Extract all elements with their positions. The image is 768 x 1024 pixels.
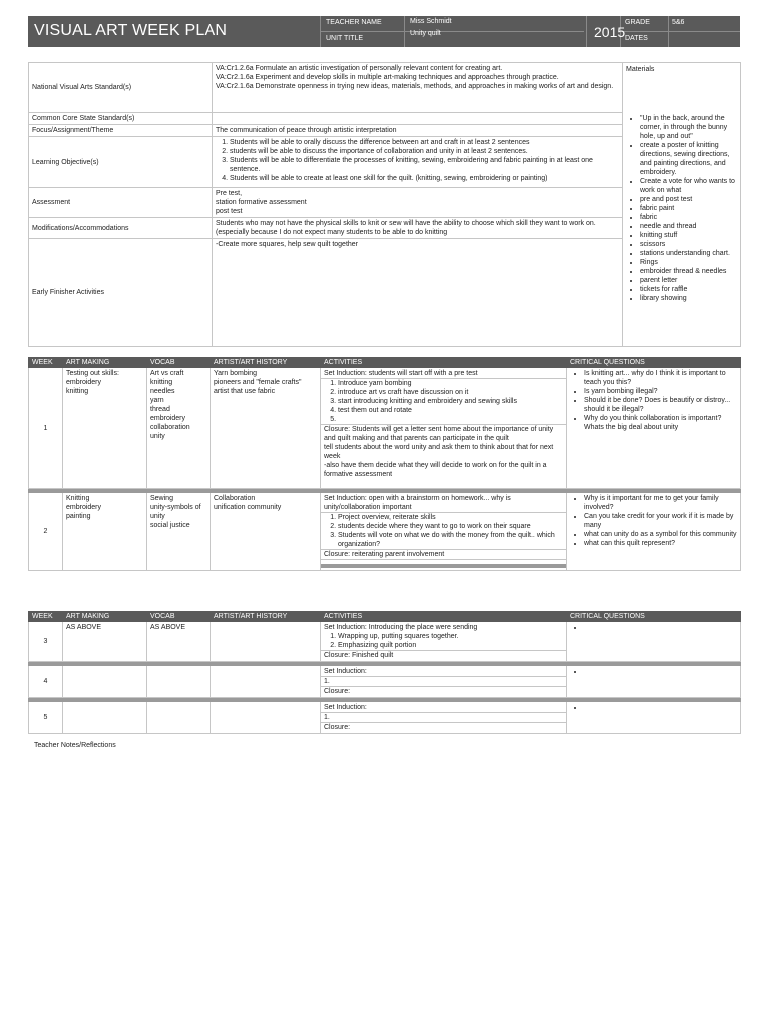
page-title: VISUAL ART WEEK PLAN	[34, 22, 228, 39]
material-item: • needle and thread	[640, 222, 737, 231]
assessment-label: Assessment	[29, 188, 213, 218]
art-making-line: embroidery	[66, 379, 102, 386]
early-finisher-value[interactable]: -Create more squares, help sew quilt together	[213, 239, 623, 347]
art-making-line: knitting	[66, 388, 89, 395]
teacher-name-label: TEACHER NAME	[326, 19, 382, 26]
vocab-cell[interactable]: AS ABOVE	[147, 622, 211, 662]
grade-value[interactable]: 5&6	[672, 19, 685, 26]
assessment-line: station formative assessment	[216, 199, 307, 206]
vocab-line: unity-symbols of unity	[150, 504, 201, 520]
assessment-line: Pre test,	[216, 190, 243, 197]
modifications-label: Modifications/Accommodations	[29, 218, 213, 239]
material-item: • stations understanding chart.	[640, 249, 737, 258]
set-induction: Set Induction: Introducing the place were sending	[324, 624, 478, 631]
grade-label: GRADE	[625, 19, 650, 26]
closure: Closure:	[321, 722, 566, 732]
week-number: 2	[29, 493, 63, 571]
week-row-5	[29, 702, 741, 734]
material-item: • pre and post test	[640, 195, 737, 204]
art-making-line: embroidery	[66, 504, 102, 511]
activities-cell[interactable]	[321, 702, 567, 734]
activity-step: 3. Students will vote on what we do with the money from the quilt.. which organization?	[338, 531, 563, 549]
standards-table	[28, 62, 741, 347]
question-item	[584, 703, 737, 712]
closure: Closure: Finished quilt	[324, 652, 394, 659]
questions-cell[interactable]	[567, 702, 741, 734]
activities-cell[interactable]	[321, 622, 567, 662]
objective-item: 1. Students will be able to orally discuss the difference between art and craft in at least 2 sentences	[230, 138, 619, 147]
col-vocab: VOCAB	[147, 612, 211, 622]
vocab-cell[interactable]	[147, 702, 211, 734]
col-art-making: ART MAKING	[63, 358, 147, 368]
nvas-line: VA:Cr2.1.6a Demonstrate openness in trying new ideas, materials, methods, and approaches in making works of art and design.	[216, 83, 614, 90]
activity-step: 1. Wrapping up, putting squares together.	[338, 632, 563, 641]
col-art-making: ART MAKING	[63, 612, 147, 622]
art-making-line: Testing out skills:	[66, 370, 119, 377]
activity-step: 1.	[321, 712, 566, 722]
vocab-line: needles	[150, 388, 175, 395]
questions-cell[interactable]	[567, 622, 741, 662]
nvas-line: VA:Cr2.1.6a Experiment and develop skills in multiple art-making techniques and approaches through practice.	[216, 74, 559, 81]
art-making-cell[interactable]	[63, 666, 147, 698]
art-making-cell[interactable]	[63, 702, 147, 734]
closure: Closure: Students will get a letter sent home about the importance of unity and quilt making and that parents can participate in the quilt	[324, 426, 554, 442]
art-making-cell[interactable]: AS ABOVE	[63, 622, 147, 662]
material-item: • create a poster of knitting directions, sewing directions, and painting directions, and embroidery.	[640, 141, 737, 177]
col-questions: CRITICAL QUESTIONS	[567, 358, 741, 368]
activity-step: 2. introduce art vs craft have discussion on it	[338, 388, 563, 397]
objective-label: Learning Objective(s)	[29, 137, 213, 188]
activity-step: 1. Introduce yarn bombing	[338, 379, 563, 388]
art-making-cell[interactable]	[63, 493, 147, 571]
material-item: • Create a vote for who wants to work on what	[640, 177, 737, 195]
weeks-table-2	[28, 611, 741, 734]
vocab-cell[interactable]	[147, 368, 211, 489]
art-making-cell[interactable]	[63, 368, 147, 489]
art-making-line: Knitting	[66, 495, 90, 502]
objective-item: 4. Students will be able to create at least one skill for the quilt. (knitting, sewing, embroidering or painting)	[230, 174, 619, 183]
history-line: Collaboration	[214, 495, 256, 502]
question-item: • Why do you think collaboration is important? Whats the big deal about unity	[584, 414, 737, 432]
activities-cell[interactable]	[321, 666, 567, 698]
vocab-line: unity	[150, 433, 165, 440]
ccss-value[interactable]	[213, 113, 623, 125]
materials-list[interactable]	[623, 113, 741, 347]
vocab-line: Art vs craft	[150, 370, 184, 377]
vocab-line: social justice	[150, 522, 190, 529]
closure-line: tell students about the word unity and ask them to think about that for next week	[324, 444, 554, 460]
history-line: unification community	[214, 504, 282, 511]
dates-label: DATES	[625, 35, 648, 42]
vocab-line: collaboration	[150, 424, 190, 431]
focus-label: Focus/Assignment/Theme	[29, 125, 213, 137]
material-item: • fabric paint	[640, 204, 737, 213]
history-line: pioneers and "female crafts"	[214, 379, 302, 386]
objective-item: 3. Students will be able to differentiate the processes of knitting, sewing, embroidering and fabric painting in at least one sentence.	[230, 156, 619, 174]
history-cell[interactable]	[211, 368, 321, 489]
material-item: • scissors	[640, 240, 737, 249]
vocab-line: knitting	[150, 379, 173, 386]
set-induction: Set Induction:	[324, 704, 367, 711]
modifications-value[interactable]: Students who may not have the physical skills to knit or sew will have the ability to choose which skill they want to work on. (especially because I do not expect many students to be able to do knitting	[213, 218, 623, 239]
objective-value[interactable]	[213, 137, 623, 188]
questions-cell[interactable]	[567, 493, 741, 571]
set-induction: Set Induction: students will start off with a pre test	[324, 370, 478, 377]
question-item: • Should it be done? Does is beautify or distroy... should it be illegal?	[584, 396, 737, 414]
week-row-1	[29, 368, 741, 489]
activity-step: 4. test them out and rotate	[338, 406, 563, 415]
question-item: • what can this quilt represent?	[584, 539, 737, 548]
material-item: • library showing	[640, 294, 737, 303]
questions-cell[interactable]	[567, 368, 741, 489]
art-making-line: painting	[66, 513, 91, 520]
week-number: 1	[29, 368, 63, 489]
plan-header	[28, 16, 740, 47]
ccss-label: Common Core State Standard(s)	[29, 113, 213, 125]
set-induction: Set Induction:	[324, 668, 367, 675]
material-item: • fabric	[640, 213, 737, 222]
question-item: • what can unity do as a symbol for this community	[584, 530, 737, 539]
activity-step: 1.	[321, 676, 566, 686]
col-week: WEEK	[29, 358, 63, 368]
objective-item: 2. students will be able to discuss the importance of collaboration and unity in at least 2 sentences.	[230, 147, 619, 156]
activity-step: 2. students decide where they want to go to work on their square	[338, 522, 563, 531]
history-cell[interactable]	[211, 493, 321, 571]
material-item: • Rings	[640, 258, 737, 267]
vocab-line: yarn	[150, 397, 164, 404]
week-number: 3	[29, 622, 63, 662]
col-activities: ACTIVITIES	[321, 358, 567, 368]
materials-label: Materials	[623, 63, 741, 113]
col-activities: ACTIVITIES	[321, 612, 567, 622]
history-line: Yarn bombing	[214, 370, 258, 377]
material-item: • tickets for raffle	[640, 285, 737, 294]
material-item: • "Up in the back, around the corner, in through the bunny hole, up and out"	[640, 114, 737, 141]
question-item: • Is knitting art... why do I think it is important to teach you this?	[584, 369, 737, 387]
history-cell[interactable]	[211, 622, 321, 662]
col-week: WEEK	[29, 612, 63, 622]
assessment-line: post test	[216, 208, 243, 215]
activities-cell[interactable]	[321, 493, 567, 571]
col-vocab: VOCAB	[147, 358, 211, 368]
focus-value[interactable]: The communication of peace through artistic interpretation	[213, 125, 623, 137]
nvas-value[interactable]	[213, 63, 623, 113]
vocab-cell[interactable]	[147, 493, 211, 571]
activity-step: 2. Emphasizing quilt portion	[338, 641, 563, 650]
material-item: • parent letter	[640, 276, 737, 285]
week-row-2	[29, 493, 741, 571]
teacher-name-value[interactable]: Miss Schmidt	[410, 18, 452, 25]
week-number: 5	[29, 702, 63, 734]
activity-step: 1. Project overview, reiterate skills	[338, 513, 563, 522]
early-finisher-label: Early Finisher Activities	[29, 239, 213, 347]
weeks-table-1	[28, 357, 741, 571]
set-induction: Set Induction: open with a brainstorm on homework... why is unity/collaboration important	[324, 495, 511, 511]
history-line: artist that use fabric	[214, 388, 276, 395]
question-item	[584, 667, 737, 676]
col-history: ARTIST/ART HISTORY	[211, 612, 321, 622]
activity-step	[338, 415, 563, 424]
activities-cell[interactable]	[321, 368, 567, 489]
vocab-line: Sewing	[150, 495, 173, 502]
unit-title-label: UNIT TITLE	[326, 35, 364, 42]
question-item: • Can you take credit for your work if it is made by many	[584, 512, 737, 530]
year-value[interactable]: 2015	[594, 24, 626, 40]
vocab-cell[interactable]	[147, 666, 211, 698]
assessment-value[interactable]	[213, 188, 623, 218]
question-item	[584, 623, 737, 632]
unit-title-value[interactable]: Unity quilt	[410, 30, 441, 37]
closure: Closure:	[321, 686, 566, 696]
col-questions: CRITICAL QUESTIONS	[567, 612, 741, 622]
question-item: • Is yarn bombing illegal?	[584, 387, 737, 396]
col-history: ARTIST/ART HISTORY	[211, 358, 321, 368]
history-cell[interactable]	[211, 666, 321, 698]
nvas-line: VA:Cr1.2.6a Formulate an artistic investigation of personally relevant content for creating art.	[216, 65, 503, 72]
week-number: 4	[29, 666, 63, 698]
closure-line: -also have them decide what they will decide to work on for the quilt in a formative assessment	[324, 462, 547, 478]
week-row-3	[29, 622, 741, 662]
material-item: • knitting stuff	[640, 231, 737, 240]
vocab-line: thread	[150, 406, 170, 413]
questions-cell[interactable]	[567, 666, 741, 698]
teacher-notes-label: Teacher Notes/Reflections	[34, 742, 116, 749]
week-row-4	[29, 666, 741, 698]
history-cell[interactable]	[211, 702, 321, 734]
nvas-label: National Visual Arts Standard(s)	[29, 63, 213, 113]
question-item: • Why is it important for me to get your family involved?	[584, 494, 737, 512]
activity-step: 3. start introducing knitting and embroidery and sewing skills	[338, 397, 563, 406]
material-item: • embroider thread & needles	[640, 267, 737, 276]
vocab-line: embroidery	[150, 415, 186, 422]
closure: Closure: reiterating parent involvement	[324, 551, 445, 558]
